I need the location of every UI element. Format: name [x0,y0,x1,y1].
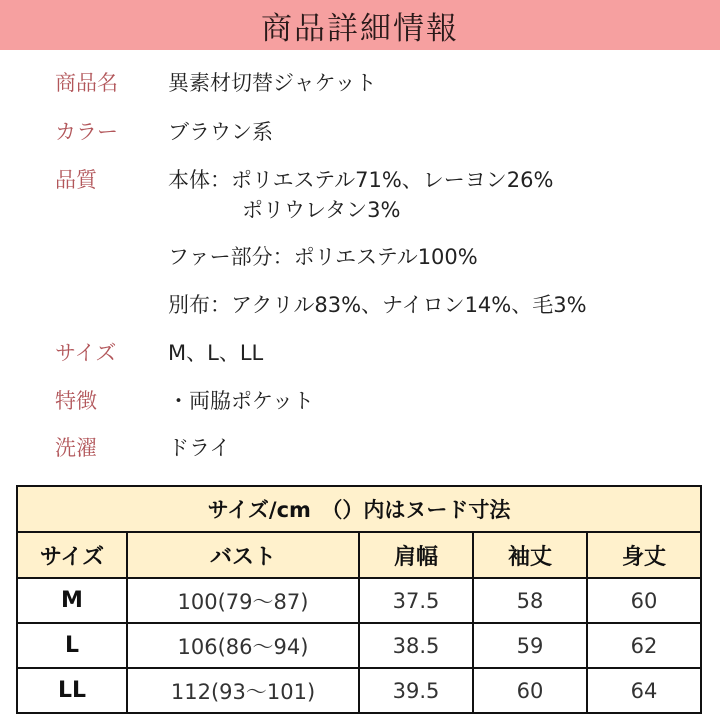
cell-size: L [17,623,127,668]
cell-bust: 100(79～87) [127,578,359,623]
features-value: ・両脇ポケット [168,389,314,413]
color-value: ブラウン系 [168,120,273,144]
size-value: M、L、LL [168,341,264,365]
table-row [17,578,701,623]
cell-length: 64 [587,668,701,713]
table-row [17,668,701,713]
cell-sleeve: 60 [473,668,587,713]
size-table-title: サイズ/cm （）内はヌード寸法 [17,486,701,532]
product-name-label: 商品名 [55,71,118,95]
quality-body-line2: ポリウレタン3% [242,198,401,222]
header-sleeve: 袖丈 [473,532,587,578]
header-length: 身丈 [587,532,701,578]
quality-other-fabric: 別布：アクリル83%、ナイロン14%、毛3% [168,293,587,317]
quality-fur: ファー部分：ポリエステル100% [168,245,478,269]
cell-bust: 112(93～101) [127,668,359,713]
quality-label: 品質 [55,168,97,192]
header-bust: バスト [127,532,359,578]
title-banner [0,0,720,50]
header-shoulder: 肩幅 [359,532,473,578]
table-row [17,623,701,668]
quality-body-line1: 本体：ポリエステル71%、レーヨン26% [168,168,554,192]
cell-bust: 106(86～94) [127,623,359,668]
size-label: サイズ [55,341,117,365]
size-table [16,485,702,714]
cell-shoulder: 38.5 [359,623,473,668]
washing-value: ドライ [168,436,231,460]
header-size: サイズ [17,532,127,578]
cell-sleeve: 58 [473,578,587,623]
cell-size: M [17,578,127,623]
color-label: カラー [55,120,118,144]
cell-length: 62 [587,623,701,668]
page-title: 商品詳細情報 [261,10,459,47]
washing-label: 洗濯 [55,436,97,460]
product-name-value: 異素材切替ジャケット [168,71,377,95]
cell-shoulder: 37.5 [359,578,473,623]
features-label: 特徴 [55,389,97,413]
size-table-container [16,485,700,714]
cell-length: 60 [587,578,701,623]
cell-size: LL [17,668,127,713]
cell-sleeve: 59 [473,623,587,668]
cell-shoulder: 39.5 [359,668,473,713]
